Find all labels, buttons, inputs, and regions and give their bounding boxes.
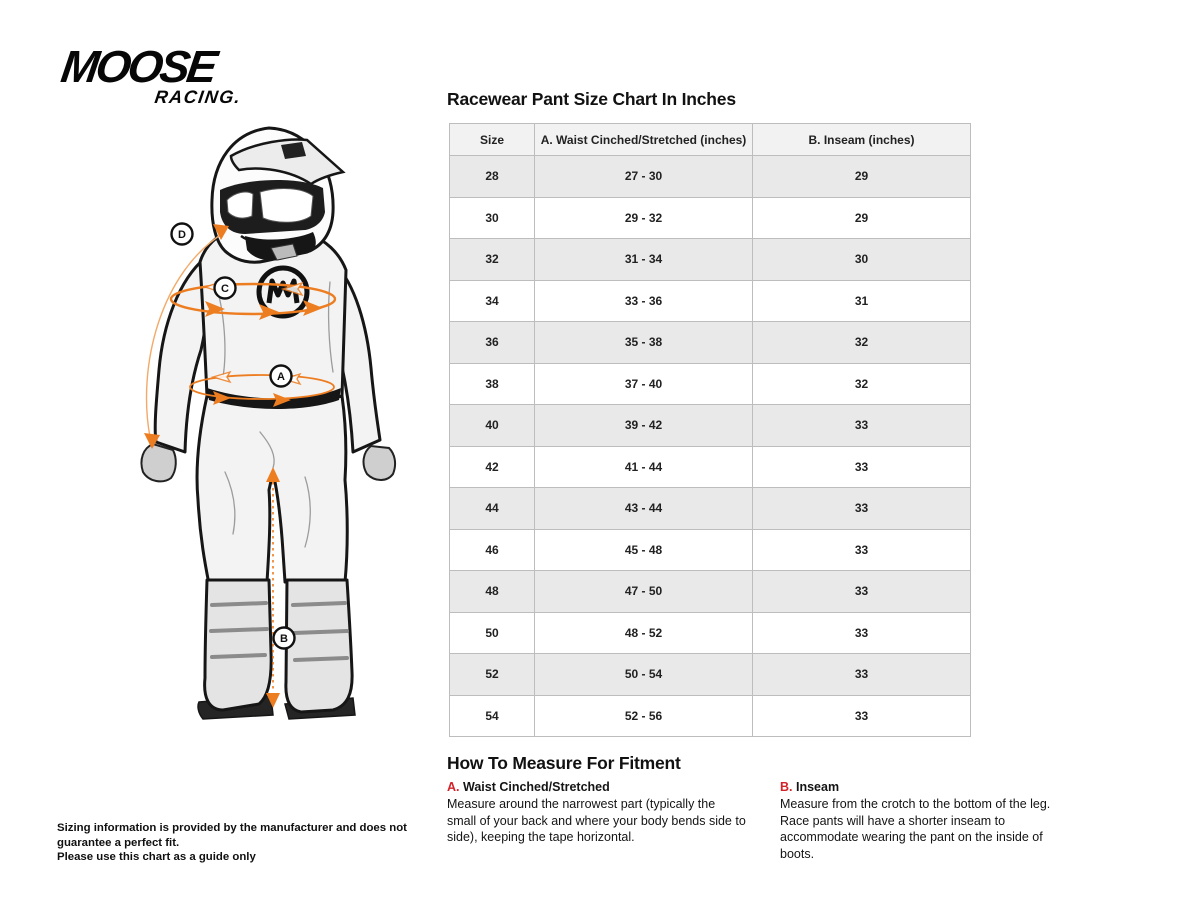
disclaimer-text [57, 821, 437, 865]
cell-waist: 37 - 40 [535, 363, 753, 405]
cell-waist: 35 - 38 [535, 322, 753, 364]
cell-waist: 43 - 44 [535, 488, 753, 530]
cell-inseam: 33 [753, 654, 971, 696]
rider-left-glove [141, 444, 175, 481]
size-chart-title: Racewear Pant Size Chart In Inches [447, 89, 736, 109]
cell-inseam: 33 [753, 405, 971, 447]
column-header-waist: A. Waist Cinched/Stretched (inches) [535, 124, 753, 156]
goggles-lens-right [260, 189, 313, 223]
fitment-item-heading [447, 780, 747, 794]
cell-waist: 50 - 54 [535, 654, 753, 696]
table-row [450, 322, 971, 364]
cell-inseam: 31 [753, 280, 971, 322]
cell-size: 50 [450, 612, 535, 654]
fitment-item-label: Waist Cinched/Stretched [462, 780, 610, 794]
table-row [450, 363, 971, 405]
cell-inseam: 29 [753, 197, 971, 239]
fitment-item-letter: A. [447, 780, 463, 794]
cell-waist: 41 - 44 [535, 446, 753, 488]
cell-waist: 33 - 36 [535, 280, 753, 322]
svg-text:D: D [178, 229, 186, 241]
logo-moose-text: MOOSE [58, 41, 218, 92]
cell-size: 54 [450, 695, 535, 737]
cell-waist: 48 - 52 [535, 612, 753, 654]
cell-inseam: 33 [753, 695, 971, 737]
helmet-peak-vent [281, 142, 306, 159]
cell-inseam: 33 [753, 529, 971, 571]
fitment-item-label: Inseam [795, 780, 840, 794]
cell-inseam: 33 [753, 488, 971, 530]
fitment-item-heading [780, 780, 1080, 794]
table-row [450, 695, 971, 737]
fitment-item [447, 780, 747, 862]
column-header-inseam: B. Inseam (inches) [753, 124, 971, 156]
cell-waist: 29 - 32 [535, 197, 753, 239]
table-row [450, 529, 971, 571]
fitment-items [447, 780, 1087, 862]
cell-inseam: 30 [753, 239, 971, 281]
cell-size: 44 [450, 488, 535, 530]
cell-inseam: 33 [753, 446, 971, 488]
cell-size: 40 [450, 405, 535, 447]
table-row [450, 197, 971, 239]
rider-right-boot [286, 580, 352, 712]
cell-size: 36 [450, 322, 535, 364]
cell-waist: 27 - 30 [535, 156, 753, 198]
fitment-item-description: Measure from the crotch to the bottom of the leg. Race pants will have a shorter inseam to accommodate wearing the pant on the inside of boots. [780, 797, 1051, 861]
marker-c [215, 278, 236, 299]
cell-size: 52 [450, 654, 535, 696]
marker-b [274, 628, 295, 649]
cell-waist: 47 - 50 [535, 571, 753, 613]
table-row [450, 571, 971, 613]
cell-waist: 45 - 48 [535, 529, 753, 571]
cell-waist: 31 - 34 [535, 239, 753, 281]
table-row [450, 280, 971, 322]
rider-helmet [212, 128, 343, 262]
marker-d [172, 224, 193, 245]
cell-size: 30 [450, 197, 535, 239]
cell-inseam: 33 [753, 612, 971, 654]
marker-a [271, 366, 292, 387]
cell-inseam: 29 [753, 156, 971, 198]
cell-inseam: 32 [753, 363, 971, 405]
cell-size: 42 [450, 446, 535, 488]
fitment-item-description: Measure around the narrowest part (typically the small of your back and where your body bends side to side), keeping the tape horizontal. [447, 797, 746, 844]
disclaimer-line-2: Please use this chart as a guide only [57, 851, 256, 864]
cell-waist: 52 - 56 [535, 695, 753, 737]
fitment-section-title: How To Measure For Fitment [447, 753, 681, 773]
fitment-item [780, 780, 1080, 862]
cell-waist: 39 - 42 [535, 405, 753, 447]
table-row [450, 446, 971, 488]
logo-racing-text: RACING. [153, 87, 243, 108]
moose-racing-logo [56, 41, 254, 108]
svg-text:B: B [280, 633, 288, 645]
cell-size: 28 [450, 156, 535, 198]
svg-text:C: C [221, 283, 229, 295]
cell-inseam: 33 [753, 571, 971, 613]
table-row [450, 488, 971, 530]
rider-right-glove [364, 446, 396, 480]
cell-size: 38 [450, 363, 535, 405]
rider-pants [197, 396, 347, 584]
cell-size: 48 [450, 571, 535, 613]
rider-left-boot [205, 580, 272, 710]
size-table-body [450, 156, 971, 737]
column-header-size: Size [450, 124, 535, 156]
cell-size: 34 [450, 280, 535, 322]
cell-size: 32 [450, 239, 535, 281]
table-row [450, 405, 971, 447]
fitment-item-letter: B. [780, 780, 796, 794]
cell-size: 46 [450, 529, 535, 571]
disclaimer-line-1: Sizing information is provided by the manufacturer and does not guarantee a perfect fit. [57, 822, 407, 849]
table-row [450, 239, 971, 281]
size-chart-table [449, 123, 971, 737]
cell-inseam: 32 [753, 322, 971, 364]
rider-illustration-svg [55, 112, 415, 767]
svg-text:A: A [277, 371, 285, 383]
table-row [450, 612, 971, 654]
table-row [450, 156, 971, 198]
rider-illustration [55, 112, 415, 767]
table-header-row [450, 124, 971, 156]
table-row [450, 654, 971, 696]
